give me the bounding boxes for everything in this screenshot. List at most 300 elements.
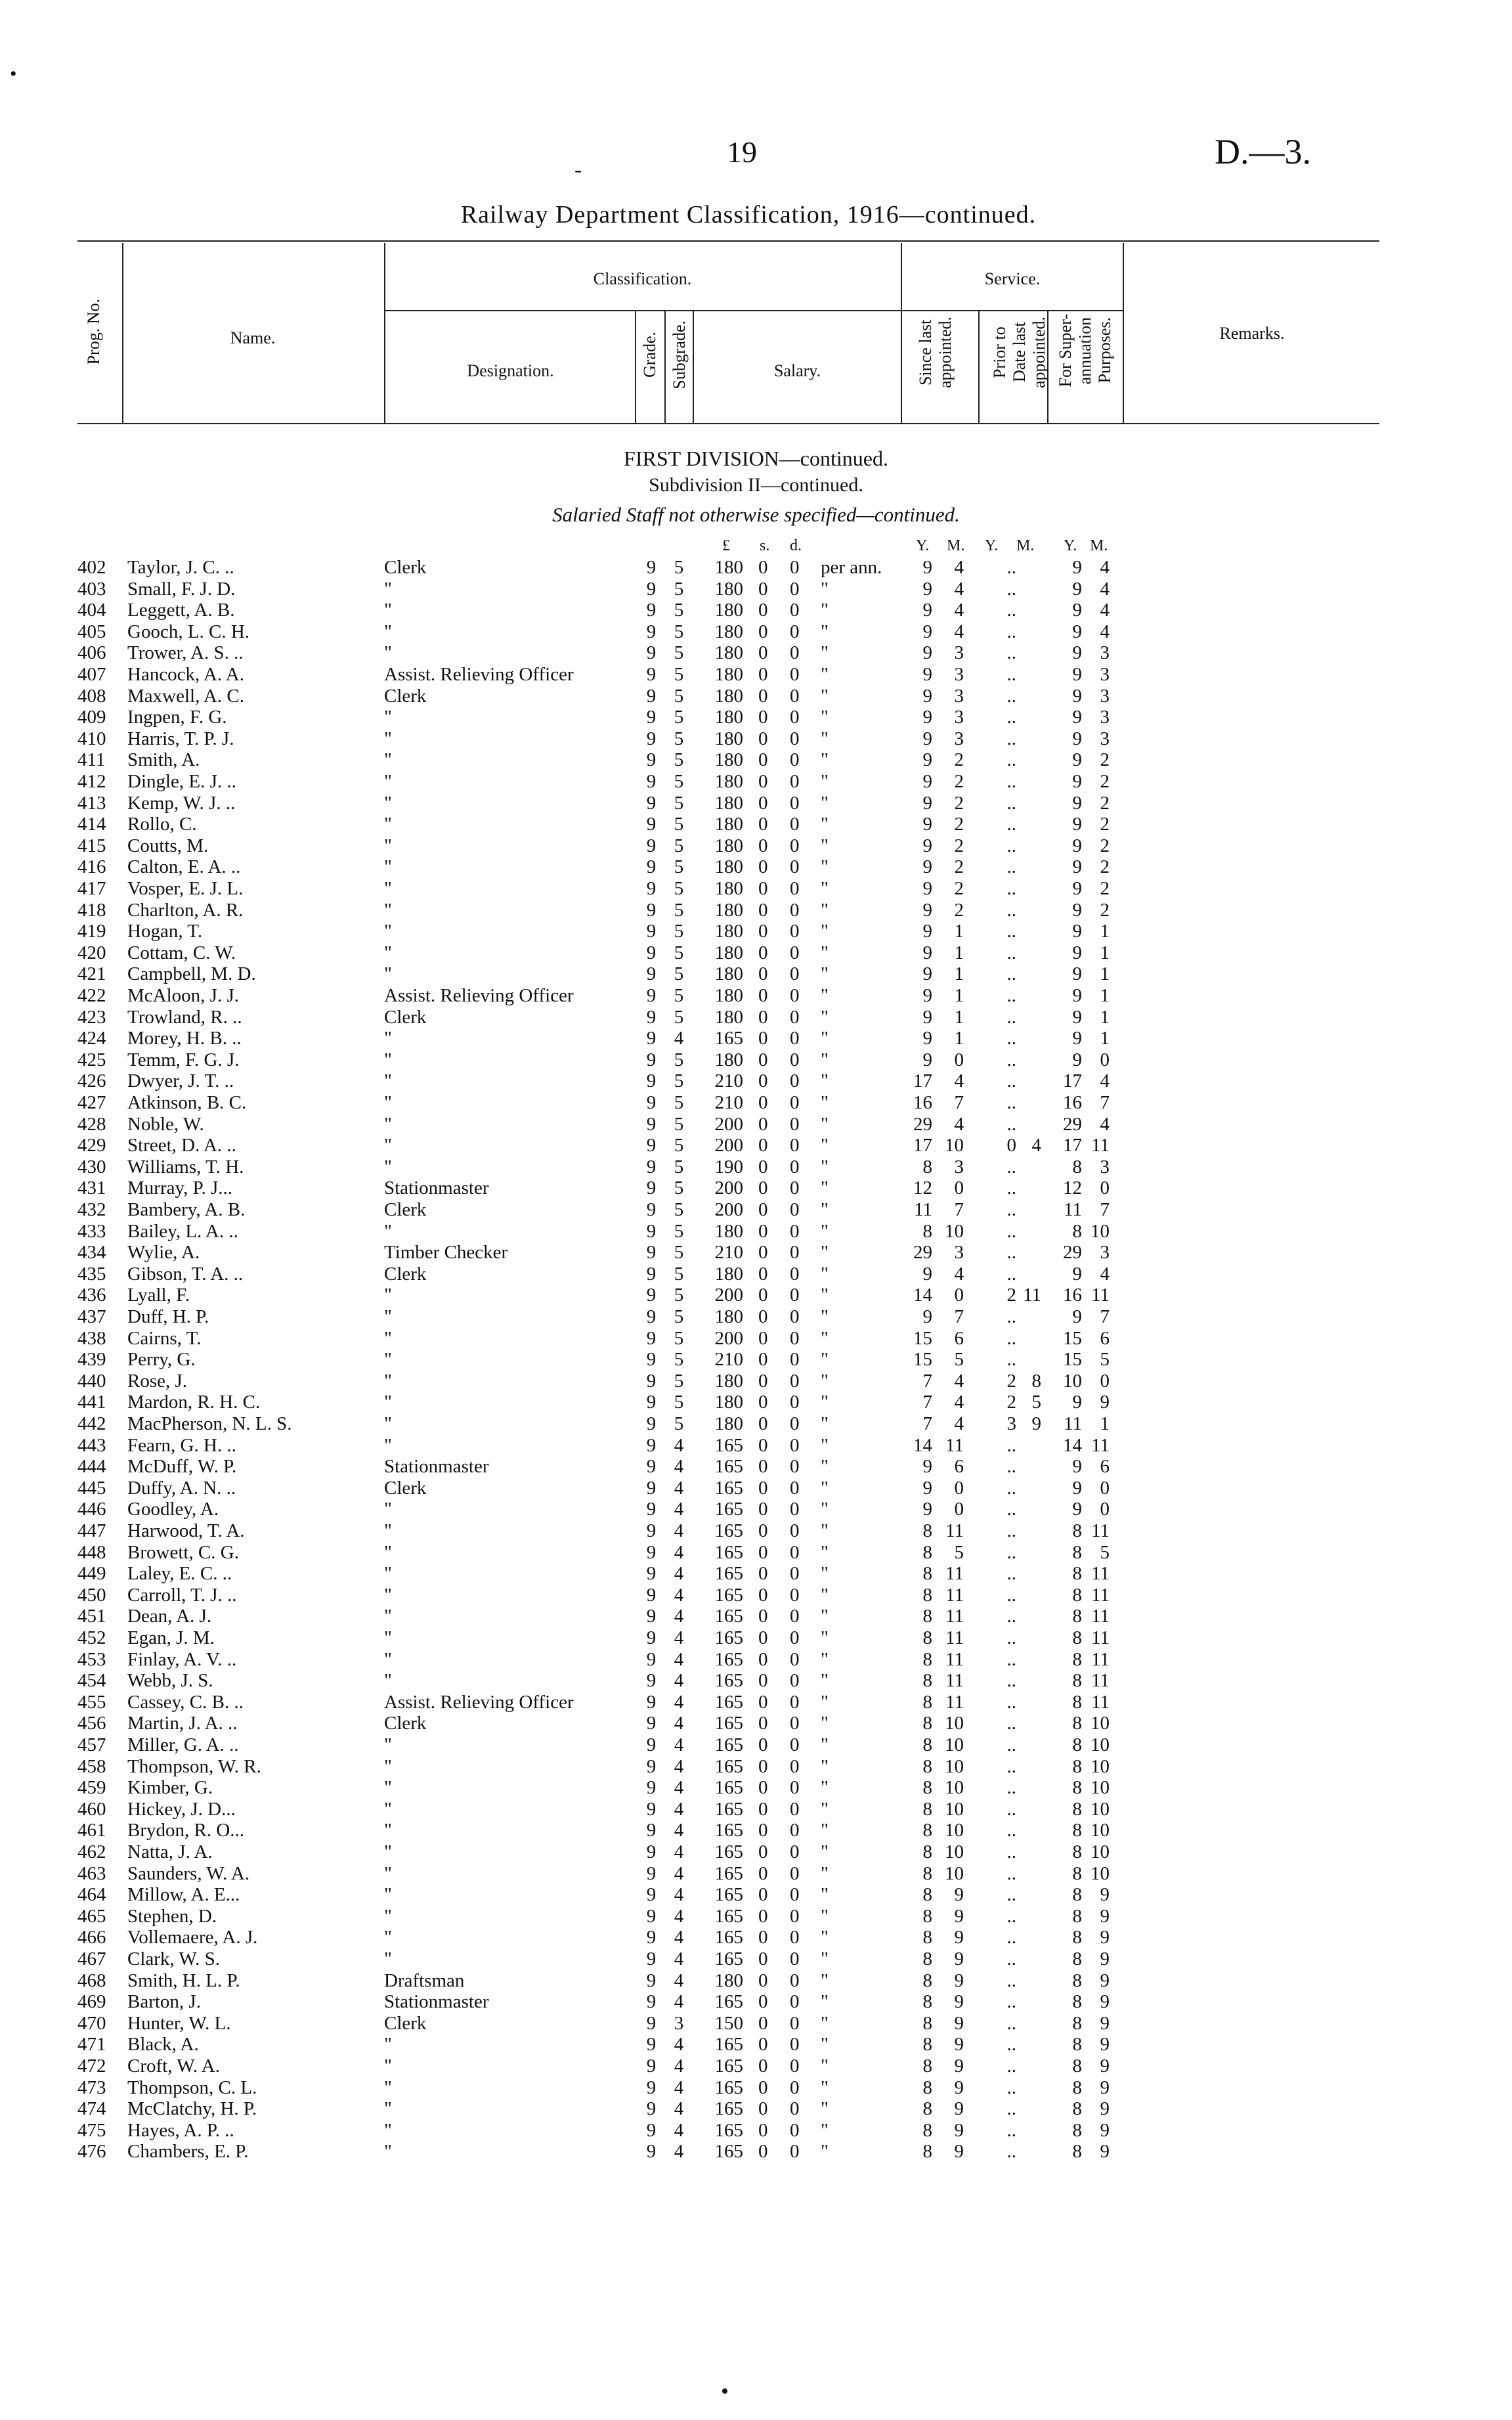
- super-months: 0: [1100, 1499, 1110, 1520]
- subgrade: 4: [674, 2077, 684, 2098]
- since-years: 8: [922, 1734, 932, 1755]
- since-years: 11: [914, 1199, 932, 1220]
- prog-no: 449: [77, 1563, 106, 1585]
- table-row: [0, 1285, 1512, 1306]
- salary-pence: 0: [790, 2141, 800, 2163]
- salary-pence: 0: [790, 621, 800, 642]
- since-years: 29: [913, 1242, 932, 1264]
- since-months: 11: [945, 1606, 964, 1627]
- salary-shillings: 0: [758, 1263, 768, 1285]
- grade: 9: [646, 1670, 657, 1692]
- grade: 9: [646, 1370, 657, 1392]
- salary-pounds: 180: [714, 814, 743, 835]
- designation: Clerk: [384, 1263, 427, 1285]
- grade: 9: [646, 557, 657, 578]
- subgrade: 5: [674, 1049, 684, 1070]
- super-months: 1: [1100, 1006, 1110, 1028]
- staff-name: Clark, W. S.: [127, 1948, 220, 1969]
- subgrade: 5: [674, 1349, 684, 1371]
- since-months: 2: [954, 814, 964, 835]
- subgrade: 4: [674, 1520, 684, 1541]
- salary-pounds: 165: [714, 2098, 743, 2120]
- since-years: 9: [922, 856, 932, 878]
- salary-period: ": [821, 2034, 829, 2056]
- prior-years: ..: [1006, 1049, 1016, 1070]
- subgrade: 5: [674, 1135, 684, 1156]
- salary-pence: 0: [790, 1049, 800, 1070]
- since-months: 9: [954, 1927, 964, 1948]
- staff-name: Harris, T. P. J.: [127, 728, 234, 749]
- grade: 9: [646, 1135, 657, 1156]
- salary-pounds: 165: [714, 1884, 743, 1906]
- staff-name: Hickey, J. D...: [127, 1798, 236, 1820]
- prog-no: 411: [77, 749, 106, 771]
- table-row: [0, 1606, 1512, 1627]
- designation: Assist. Relieving Officer: [384, 985, 574, 1006]
- designation: Timber Checker: [384, 1242, 508, 1264]
- salary-period: ": [821, 1713, 829, 1734]
- salary-shillings: 0: [758, 1798, 768, 1820]
- since-years: 8: [922, 1584, 932, 1606]
- salary-pence: 0: [790, 1413, 800, 1434]
- salary-period: ": [821, 985, 829, 1006]
- super-years: 9: [1072, 963, 1082, 985]
- salary-pence: 0: [790, 1948, 800, 1969]
- salary-pence: 0: [790, 1841, 800, 1862]
- table-row: [0, 1649, 1512, 1671]
- since-months: 10: [945, 1135, 964, 1156]
- super-years: 29: [1063, 1113, 1082, 1135]
- since-years: 8: [922, 2098, 932, 2120]
- super-months: 10: [1091, 1841, 1110, 1862]
- staff-name: Calton, E. A. ..: [127, 856, 241, 878]
- since-years: 8: [922, 1755, 932, 1777]
- grade: 9: [646, 2077, 657, 2098]
- prior-years: ..: [1006, 1028, 1016, 1049]
- prior-years: ..: [1006, 1327, 1016, 1349]
- table-row: [0, 1328, 1512, 1350]
- prog-no: 403: [77, 578, 106, 600]
- salary-shillings: 0: [758, 1905, 768, 1927]
- table-row: [0, 1884, 1512, 1906]
- subgrade: 5: [674, 749, 684, 771]
- since-months: 10: [945, 1755, 964, 1777]
- prior-years: 0: [1006, 1135, 1016, 1156]
- grade: 9: [646, 1841, 657, 1862]
- since-years: 8: [922, 1905, 932, 1927]
- since-years: 9: [922, 1263, 932, 1285]
- designation: ": [384, 1220, 392, 1242]
- salary-shillings: 0: [758, 1135, 768, 1156]
- prior-years: ..: [1006, 1477, 1016, 1499]
- subgrade: 4: [674, 1948, 684, 1969]
- prior-years: ..: [1006, 1905, 1016, 1927]
- table-row: [0, 1585, 1512, 1606]
- table-row: [0, 1114, 1512, 1135]
- super-months: 3: [1100, 664, 1110, 685]
- since-months: 4: [954, 578, 964, 600]
- salary-pounds: 165: [714, 1820, 743, 1841]
- staff-name: McAloon, J. J.: [127, 985, 239, 1006]
- table-row: [0, 1627, 1512, 1649]
- salary-pounds: 180: [714, 963, 743, 985]
- prior-years: ..: [1006, 1627, 1016, 1648]
- table-row: [0, 600, 1512, 621]
- staff-name: Saunders, W. A.: [127, 1862, 250, 1884]
- salary-pounds: 165: [714, 1584, 743, 1606]
- super-months: 1: [1100, 985, 1110, 1006]
- staff-name: Lyall, F.: [127, 1285, 190, 1306]
- since-years: 9: [922, 1499, 932, 1520]
- grade: 9: [646, 1456, 657, 1478]
- salary-shillings: 0: [758, 1392, 768, 1413]
- prog-no: 430: [77, 1156, 106, 1177]
- table-row: [0, 579, 1512, 600]
- designation: ": [384, 621, 392, 642]
- grade: 9: [646, 1028, 657, 1049]
- prior-years: ..: [1006, 1006, 1016, 1028]
- designation: ": [384, 728, 392, 749]
- salary-pence: 0: [790, 1220, 800, 1242]
- salary-shillings: 0: [758, 1006, 768, 1028]
- grade: 9: [646, 963, 657, 985]
- super-months: 0: [1100, 1477, 1110, 1499]
- salary-shillings: 0: [758, 878, 768, 899]
- prior-years: ..: [1006, 835, 1016, 856]
- subgrade: 5: [674, 921, 684, 942]
- salary-pence: 0: [790, 557, 800, 578]
- designation: ": [384, 1734, 392, 1755]
- salary-shillings: 0: [758, 1156, 768, 1177]
- salary-pounds: 180: [714, 1306, 743, 1327]
- super-years: 8: [1072, 1905, 1082, 1927]
- staff-name: Taylor, J. C. ..: [127, 557, 234, 578]
- prog-no: 426: [77, 1070, 106, 1092]
- prog-no: 462: [77, 1841, 106, 1862]
- since-months: 11: [945, 1584, 964, 1606]
- salary-pence: 0: [790, 2119, 800, 2141]
- grade: 9: [646, 1499, 657, 1520]
- super-years: 8: [1072, 1584, 1082, 1606]
- salary-pence: 0: [790, 1713, 800, 1734]
- designation: ": [384, 1327, 392, 1349]
- prog-no: 402: [77, 557, 106, 578]
- since-years: 9: [922, 921, 932, 942]
- table-row: [0, 1028, 1512, 1049]
- table-row: [0, 1734, 1512, 1756]
- since-years: 7: [922, 1370, 932, 1392]
- salary-pounds: 200: [714, 1177, 743, 1199]
- since-months: 9: [954, 2012, 964, 2034]
- prog-no: 465: [77, 1905, 106, 1927]
- salary-pounds: 180: [714, 642, 743, 664]
- prog-no: 470: [77, 2012, 106, 2034]
- prog-no: 423: [77, 1006, 106, 1028]
- since-years: 8: [922, 2119, 932, 2141]
- salary-pounds: 165: [714, 1563, 743, 1585]
- designation: ": [384, 1156, 392, 1177]
- salary-period: ": [821, 1434, 829, 1456]
- prog-no: 406: [77, 642, 106, 664]
- prog-no: 448: [77, 1541, 106, 1563]
- table-row: [0, 1991, 1512, 2013]
- salary-shillings: 0: [758, 1670, 768, 1692]
- designation: Clerk: [384, 1713, 427, 1734]
- prog-no: 435: [77, 1263, 106, 1285]
- prior-years: ..: [1006, 942, 1016, 963]
- table-row: [0, 1478, 1512, 1499]
- super-months: 9: [1100, 1969, 1110, 1991]
- staff-name: Ingpen, F. G.: [127, 707, 227, 728]
- salary-pounds: 180: [714, 899, 743, 921]
- since-months: 10: [945, 1713, 964, 1734]
- grade: 9: [646, 878, 657, 899]
- since-years: 9: [922, 899, 932, 921]
- since-years: 8: [922, 1991, 932, 2013]
- designation: ": [384, 942, 392, 963]
- salary-shillings: 0: [758, 1070, 768, 1092]
- table-row: [0, 1049, 1512, 1071]
- salary-shillings: 0: [758, 1434, 768, 1456]
- super-months: 3: [1100, 728, 1110, 749]
- super-months: 0: [1100, 1370, 1110, 1392]
- salary-shillings: 0: [758, 1092, 768, 1113]
- designation: ": [384, 1798, 392, 1820]
- salary-pounds: 165: [714, 1606, 743, 1627]
- since-years: 8: [922, 1627, 932, 1648]
- salary-pence: 0: [790, 1370, 800, 1392]
- designation: ": [384, 1862, 392, 1884]
- salary-pounds: 165: [714, 1028, 743, 1049]
- salary-period: ": [821, 1392, 829, 1413]
- subgrade: 5: [674, 578, 684, 600]
- salary-pounds: 180: [714, 835, 743, 856]
- since-years: 8: [922, 1606, 932, 1627]
- salary-pence: 0: [790, 2098, 800, 2120]
- salary-pence: 0: [790, 685, 800, 707]
- prior-years: ..: [1006, 1349, 1016, 1371]
- designation: Clerk: [384, 2012, 427, 2034]
- super-years: 9: [1072, 557, 1082, 578]
- prior-years: ..: [1006, 899, 1016, 921]
- grade: 9: [646, 1049, 657, 1070]
- staff-name: McClatchy, H. P.: [127, 2098, 257, 2120]
- since-years: 14: [913, 1434, 932, 1456]
- prog-no: 447: [77, 1520, 106, 1541]
- super-months: 10: [1091, 1734, 1110, 1755]
- since-years: 8: [922, 1862, 932, 1884]
- since-years: 9: [922, 728, 932, 749]
- staff-name: Vosper, E. J. L.: [127, 878, 244, 899]
- salary-pounds: 180: [714, 685, 743, 707]
- designation: ": [384, 771, 392, 792]
- salary-pence: 0: [790, 1113, 800, 1135]
- table-row: [0, 1392, 1512, 1413]
- super-months: 11: [1091, 1434, 1110, 1456]
- prior-years: ..: [1006, 1648, 1016, 1670]
- since-months: 3: [954, 642, 964, 664]
- prog-no: 421: [77, 963, 106, 985]
- salary-period: ": [821, 1113, 829, 1135]
- grade: 9: [646, 1948, 657, 1969]
- since-months: 6: [954, 1327, 964, 1349]
- prog-no: 432: [77, 1199, 106, 1220]
- super-years: 9: [1072, 685, 1082, 707]
- super-years: 8: [1072, 2012, 1082, 2034]
- super-years: 8: [1072, 1755, 1082, 1777]
- grade: 9: [646, 621, 657, 642]
- designation: Clerk: [384, 1199, 427, 1220]
- super-months: 4: [1100, 578, 1110, 600]
- grade: 9: [646, 1606, 657, 1627]
- prior-years: ..: [1006, 1092, 1016, 1113]
- grade: 9: [646, 1648, 657, 1670]
- super-months: 9: [1100, 1991, 1110, 2013]
- prior-years: ..: [1006, 1563, 1016, 1585]
- salary-period: ": [821, 1734, 829, 1755]
- salary-shillings: 0: [758, 1584, 768, 1606]
- prior-years: ..: [1006, 2098, 1016, 2120]
- salary-shillings: 0: [758, 664, 768, 685]
- salary-pence: 0: [790, 749, 800, 771]
- super-months: 5: [1100, 1541, 1110, 1563]
- salary-pounds: 210: [714, 1092, 743, 1113]
- grade: 9: [646, 1798, 657, 1820]
- staff-name: Temm, F. G. J.: [127, 1049, 240, 1070]
- salary-pounds: 180: [714, 856, 743, 878]
- prog-no: 405: [77, 621, 106, 642]
- col-rule: [635, 311, 636, 423]
- super-months: 9: [1100, 2119, 1110, 2141]
- since-years: 16: [913, 1092, 932, 1113]
- designation: Draftsman: [384, 1969, 465, 1991]
- staff-name: Gibson, T. A. ..: [127, 1263, 244, 1285]
- since-years: 9: [922, 642, 932, 664]
- grade: 9: [646, 1092, 657, 1113]
- table-row: [0, 1670, 1512, 1692]
- since-months: 10: [945, 1777, 964, 1799]
- staff-name: Rollo, C.: [127, 814, 197, 835]
- salary-pence: 0: [790, 2056, 800, 2077]
- subgrade: 5: [674, 792, 684, 814]
- salary-shillings: 0: [758, 2012, 768, 2034]
- since-months: 10: [945, 1820, 964, 1841]
- prog-no: 412: [77, 771, 106, 792]
- salary-period: ": [821, 1242, 829, 1264]
- salary-pence: 0: [790, 1135, 800, 1156]
- super-years: 9: [1072, 835, 1082, 856]
- prog-no: 413: [77, 792, 106, 814]
- since-months: 2: [954, 899, 964, 921]
- salary-pounds: 165: [714, 2034, 743, 2056]
- table-row: [0, 728, 1512, 750]
- prior-years: ..: [1006, 1541, 1016, 1563]
- since-years: 8: [922, 1156, 932, 1177]
- super-years: 15: [1063, 1327, 1082, 1349]
- salary-shillings: 0: [758, 1820, 768, 1841]
- salary-pounds: 200: [714, 1199, 743, 1220]
- super-years: 8: [1072, 1777, 1082, 1799]
- salary-period: ": [821, 899, 829, 921]
- table-row: [0, 963, 1512, 985]
- salary-period: ": [821, 1905, 829, 1927]
- designation: Clerk: [384, 557, 427, 578]
- grade: 9: [646, 771, 657, 792]
- since-months: 2: [954, 749, 964, 771]
- salary-period: ": [821, 792, 829, 814]
- super-months: 4: [1100, 1070, 1110, 1092]
- since-years: 8: [922, 1948, 932, 1969]
- salary-period: ": [821, 878, 829, 899]
- since-years: 8: [922, 1541, 932, 1563]
- subgrade: 5: [674, 1306, 684, 1327]
- since-years: 8: [922, 1777, 932, 1799]
- staff-name: Coutts, M.: [127, 835, 209, 856]
- salary-shillings: 0: [758, 1499, 768, 1520]
- salary-pounds: 180: [714, 985, 743, 1006]
- salary-period: ": [821, 1670, 829, 1692]
- designation: ": [384, 1584, 392, 1606]
- page-number: 19: [727, 135, 757, 169]
- super-months: 11: [1091, 1285, 1110, 1306]
- prog-no: 474: [77, 2098, 106, 2120]
- since-months: 10: [945, 1841, 964, 1862]
- salary-shillings: 0: [758, 1520, 768, 1541]
- prog-no: 468: [77, 1969, 106, 1991]
- table-row: [0, 1863, 1512, 1885]
- since-months: 11: [945, 1627, 964, 1648]
- salary-period: ": [821, 1156, 829, 1177]
- salary-shillings: 0: [758, 1734, 768, 1755]
- grade: 9: [646, 578, 657, 600]
- salary-shillings: 0: [758, 1327, 768, 1349]
- grade: 9: [646, 1777, 657, 1799]
- salary-period: ": [821, 835, 829, 856]
- salary-pounds: 200: [714, 1285, 743, 1306]
- prior-years: ..: [1006, 1820, 1016, 1841]
- salary-shillings: 0: [758, 1713, 768, 1734]
- grade: 9: [646, 1242, 657, 1264]
- prior-years: ..: [1006, 878, 1016, 899]
- grade: 9: [646, 1969, 657, 1991]
- salary-pence: 0: [790, 1006, 800, 1028]
- prog-no: 455: [77, 1691, 106, 1713]
- since-years: 9: [922, 578, 932, 600]
- designation: ": [384, 1520, 392, 1541]
- subgrade: 4: [674, 1627, 684, 1648]
- super-years: 8: [1072, 2077, 1082, 2098]
- salary-pounds: 165: [714, 1927, 743, 1948]
- subgrade: 5: [674, 835, 684, 856]
- super-months: 6: [1100, 1327, 1110, 1349]
- salary-shillings: 0: [758, 1370, 768, 1392]
- super-months: 2: [1100, 792, 1110, 814]
- staff-name: Smith, H. L. P.: [127, 1969, 240, 1991]
- since-years: 8: [922, 1969, 932, 1991]
- subgrade: 4: [674, 1862, 684, 1884]
- grade: 9: [646, 664, 657, 685]
- table-row: [0, 942, 1512, 964]
- table-row: [0, 686, 1512, 707]
- super-years: 8: [1072, 1520, 1082, 1541]
- salary-shillings: 0: [758, 2056, 768, 2077]
- super-years: 9: [1072, 899, 1082, 921]
- salary-pence: 0: [790, 728, 800, 749]
- salary-pounds: 180: [714, 600, 743, 621]
- since-months: 3: [954, 664, 964, 685]
- staff-name: Maxwell, A. C.: [127, 685, 245, 707]
- prior-years: 2: [1006, 1285, 1016, 1306]
